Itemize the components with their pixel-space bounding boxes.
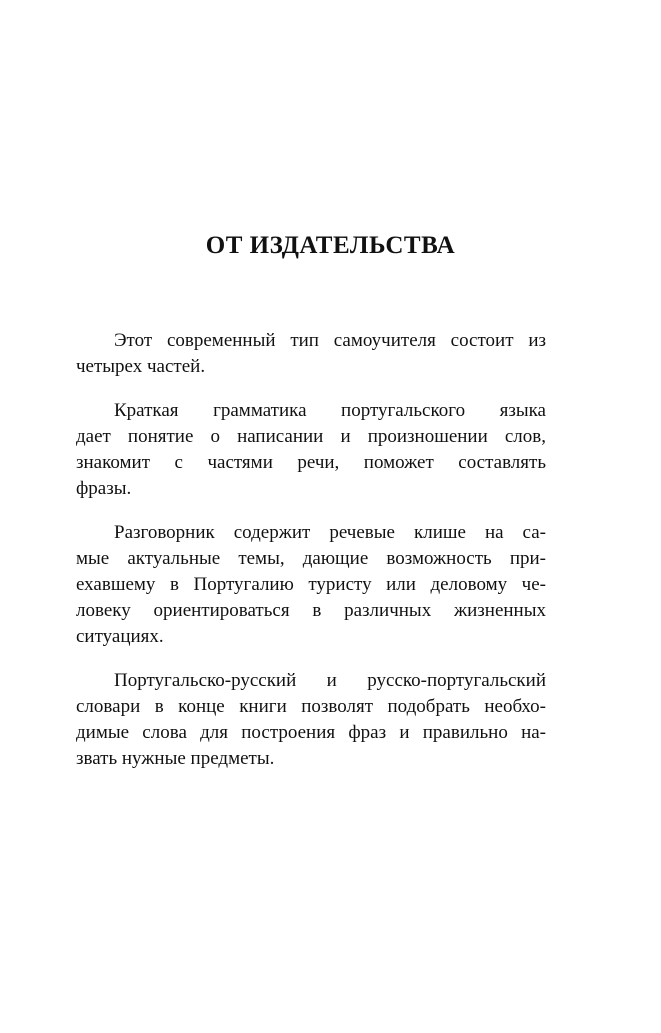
text-line: ловеку ориентироваться в различных жизненных: [76, 600, 546, 621]
text-line: ехавшему в Португалию туристу или деловому че-: [76, 574, 546, 595]
paragraph-2: [76, 398, 546, 502]
body-text: [76, 328, 546, 790]
paragraph-1: [76, 328, 546, 380]
paragraph-3: [76, 520, 546, 650]
text-line: дает понятие о написании и произношении слов,: [76, 426, 546, 447]
text-line: мые актуальные темы, дающие возможность при-: [76, 548, 546, 569]
text-line: Разговорник содержит речевые клише на са-: [114, 522, 546, 543]
text-line: Краткая грамматика португальского языка: [114, 400, 546, 421]
text-line: четырех частей.: [76, 356, 206, 377]
text-line: знакомит с частями речи, поможет составлять: [76, 452, 546, 473]
text-line: ситуациях.: [76, 626, 164, 647]
text-line: димые слова для построения фраз и правильно на-: [76, 722, 546, 743]
page-title: ОТ ИЗДАТЕЛЬСТВА: [205, 232, 456, 259]
text-line: Португальско-русский и русско-португальский: [114, 670, 546, 691]
text-line: фразы.: [76, 478, 132, 499]
text-line: Этот современный тип самоучителя состоит из: [114, 330, 546, 351]
text-line: звать нужные предметы.: [76, 748, 275, 769]
text-line: словари в конце книги позволят подобрать необхо-: [76, 696, 546, 717]
paragraph-4: [76, 668, 546, 772]
